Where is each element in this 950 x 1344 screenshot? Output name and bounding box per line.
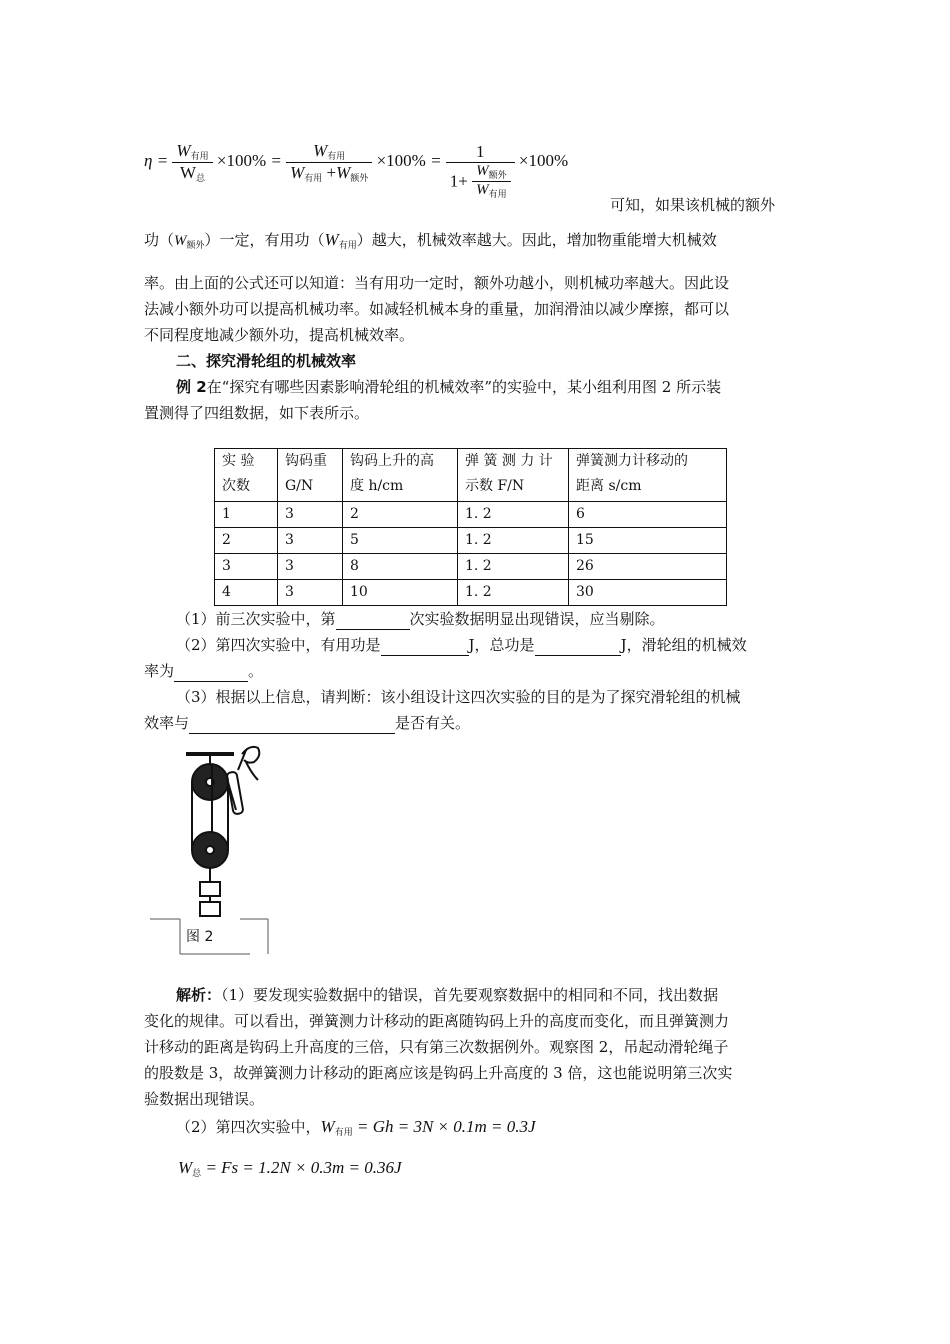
- analysis-part2: （2）第四次实验中，$W_{有用} = Gh = 3N \times 0.1m = 0.3J$: [176, 1117, 536, 1137]
- table-row: 4 3 10 1. 2 30: [215, 580, 727, 606]
- example-line: 置测得了四组数据，如下表所示。: [144, 404, 370, 422]
- answer-blank: [381, 639, 469, 656]
- fraction-useful-over-total: $\frac{W_{有用}}{W_总}$: [172, 141, 212, 184]
- efficiency-formula: η = $\frac{W_{有用}}{W_总}$ ×100% = $\frac{W_{有用}}{W_{有用} +W_{额外}}$ ×100% = 1 1+ $\frac{W_{额外}}{W_{有用}}$ ×100%: [144, 140, 569, 199]
- table-header-row: 实 验 次数 钩码重 G/N 钩码上升的高 度 h/cm 弹 簧 测 力 计 示数 F/N 弹簧测力计移动的 距离 s/cm: [215, 449, 727, 502]
- table-row: 2 3 5 1. 2 15: [215, 528, 727, 554]
- total-work-equation: $W_总 = Fs = 1.2N \times 0.3m = 0.36J$: [178, 1158, 402, 1178]
- table-row: 1 3 2 1. 2 6: [215, 502, 727, 528]
- pulley-figure: [150, 740, 270, 955]
- answer-blank: [174, 665, 248, 682]
- answer-blank: [535, 639, 621, 656]
- paragraph-tail: 可知，如果该机械的额外: [610, 196, 776, 214]
- paragraph-line: 法减小额外功可以提高机械功率。如减轻机械本身的重量，加润滑油以减少摩擦，都可以: [144, 300, 730, 318]
- answer-blank: [336, 613, 410, 630]
- analysis-line: 验数据出现错误。: [144, 1090, 265, 1108]
- answer-blank: [189, 717, 395, 734]
- question-3: （3）根据以上信息，请判断：该小组设计这四次实验的目的是为了探究滑轮组的机械: [176, 688, 741, 706]
- question-1: （1）前三次实验中，第 次实验数据明显出现错误，应当剔除。: [176, 610, 665, 628]
- question-3-cont: 效率与 是否有关。: [144, 714, 471, 732]
- experiment-table: [214, 448, 727, 606]
- section-title: 二、探究滑轮组的机械效率: [176, 352, 357, 370]
- paragraph-line: 功$(W_{额外})$一定，有用功$(W_{有用})$越大，机械效率越大。因此，增加物重能增大机械效: [144, 230, 717, 251]
- example-label: 例 2: [176, 378, 207, 396]
- example-line: 例 2在“探究有哪些因素影响滑轮组的机械效率”的实验中，某小组利用图 2 所示装: [176, 378, 722, 396]
- analysis-line: 的股数是 3，故弹簧测力计移动的距离应该是钩码上升高度的 3 倍，这也能说明第三次实: [144, 1064, 733, 1082]
- analysis-line: 解析：（1）要发现实验数据中的错误，首先要观察数据中的相同和不同，找出数据: [176, 986, 719, 1004]
- question-2: （2）第四次实验中，有用功是 J，总功是 J，滑轮组的机械效: [176, 636, 747, 654]
- table-row: 3 3 8 1. 2 26: [215, 554, 727, 580]
- figure-caption: 图 2: [186, 929, 214, 945]
- question-2-cont: 率为 。: [144, 662, 264, 680]
- fraction-one-over-ratio: 1 1+ $\frac{W_{额外}}{W_{有用}}$: [446, 142, 515, 200]
- paragraph-line: 率。由上面的公式还可以知道：当有用功一定时，额外功越小，则机械功率越大。因此设: [144, 274, 730, 292]
- analysis-line: 变化的规律。可以看出，弹簧测力计移动的距离随钩码上升的高度而变化，而且弹簧测力: [144, 1012, 730, 1030]
- analysis-label: 解析：: [176, 986, 222, 1004]
- analysis-line: 计移动的距离是钩码上升高度的三倍，只有第三次数据例外。观察图 2，吊起动滑轮绳子: [144, 1038, 729, 1056]
- eta-symbol: η: [144, 150, 153, 170]
- useful-work-equation: $W_{有用} = Gh = 3N \times 0.1m = 0.3J$: [320, 1117, 536, 1137]
- paragraph-line: 不同程度地减少额外功，提高机械效率。: [144, 326, 415, 344]
- pulley-diagram: [150, 740, 270, 955]
- fraction-useful-over-sum: $\frac{W_{有用}}{W_{有用} +W_{额外}}$: [286, 141, 372, 184]
